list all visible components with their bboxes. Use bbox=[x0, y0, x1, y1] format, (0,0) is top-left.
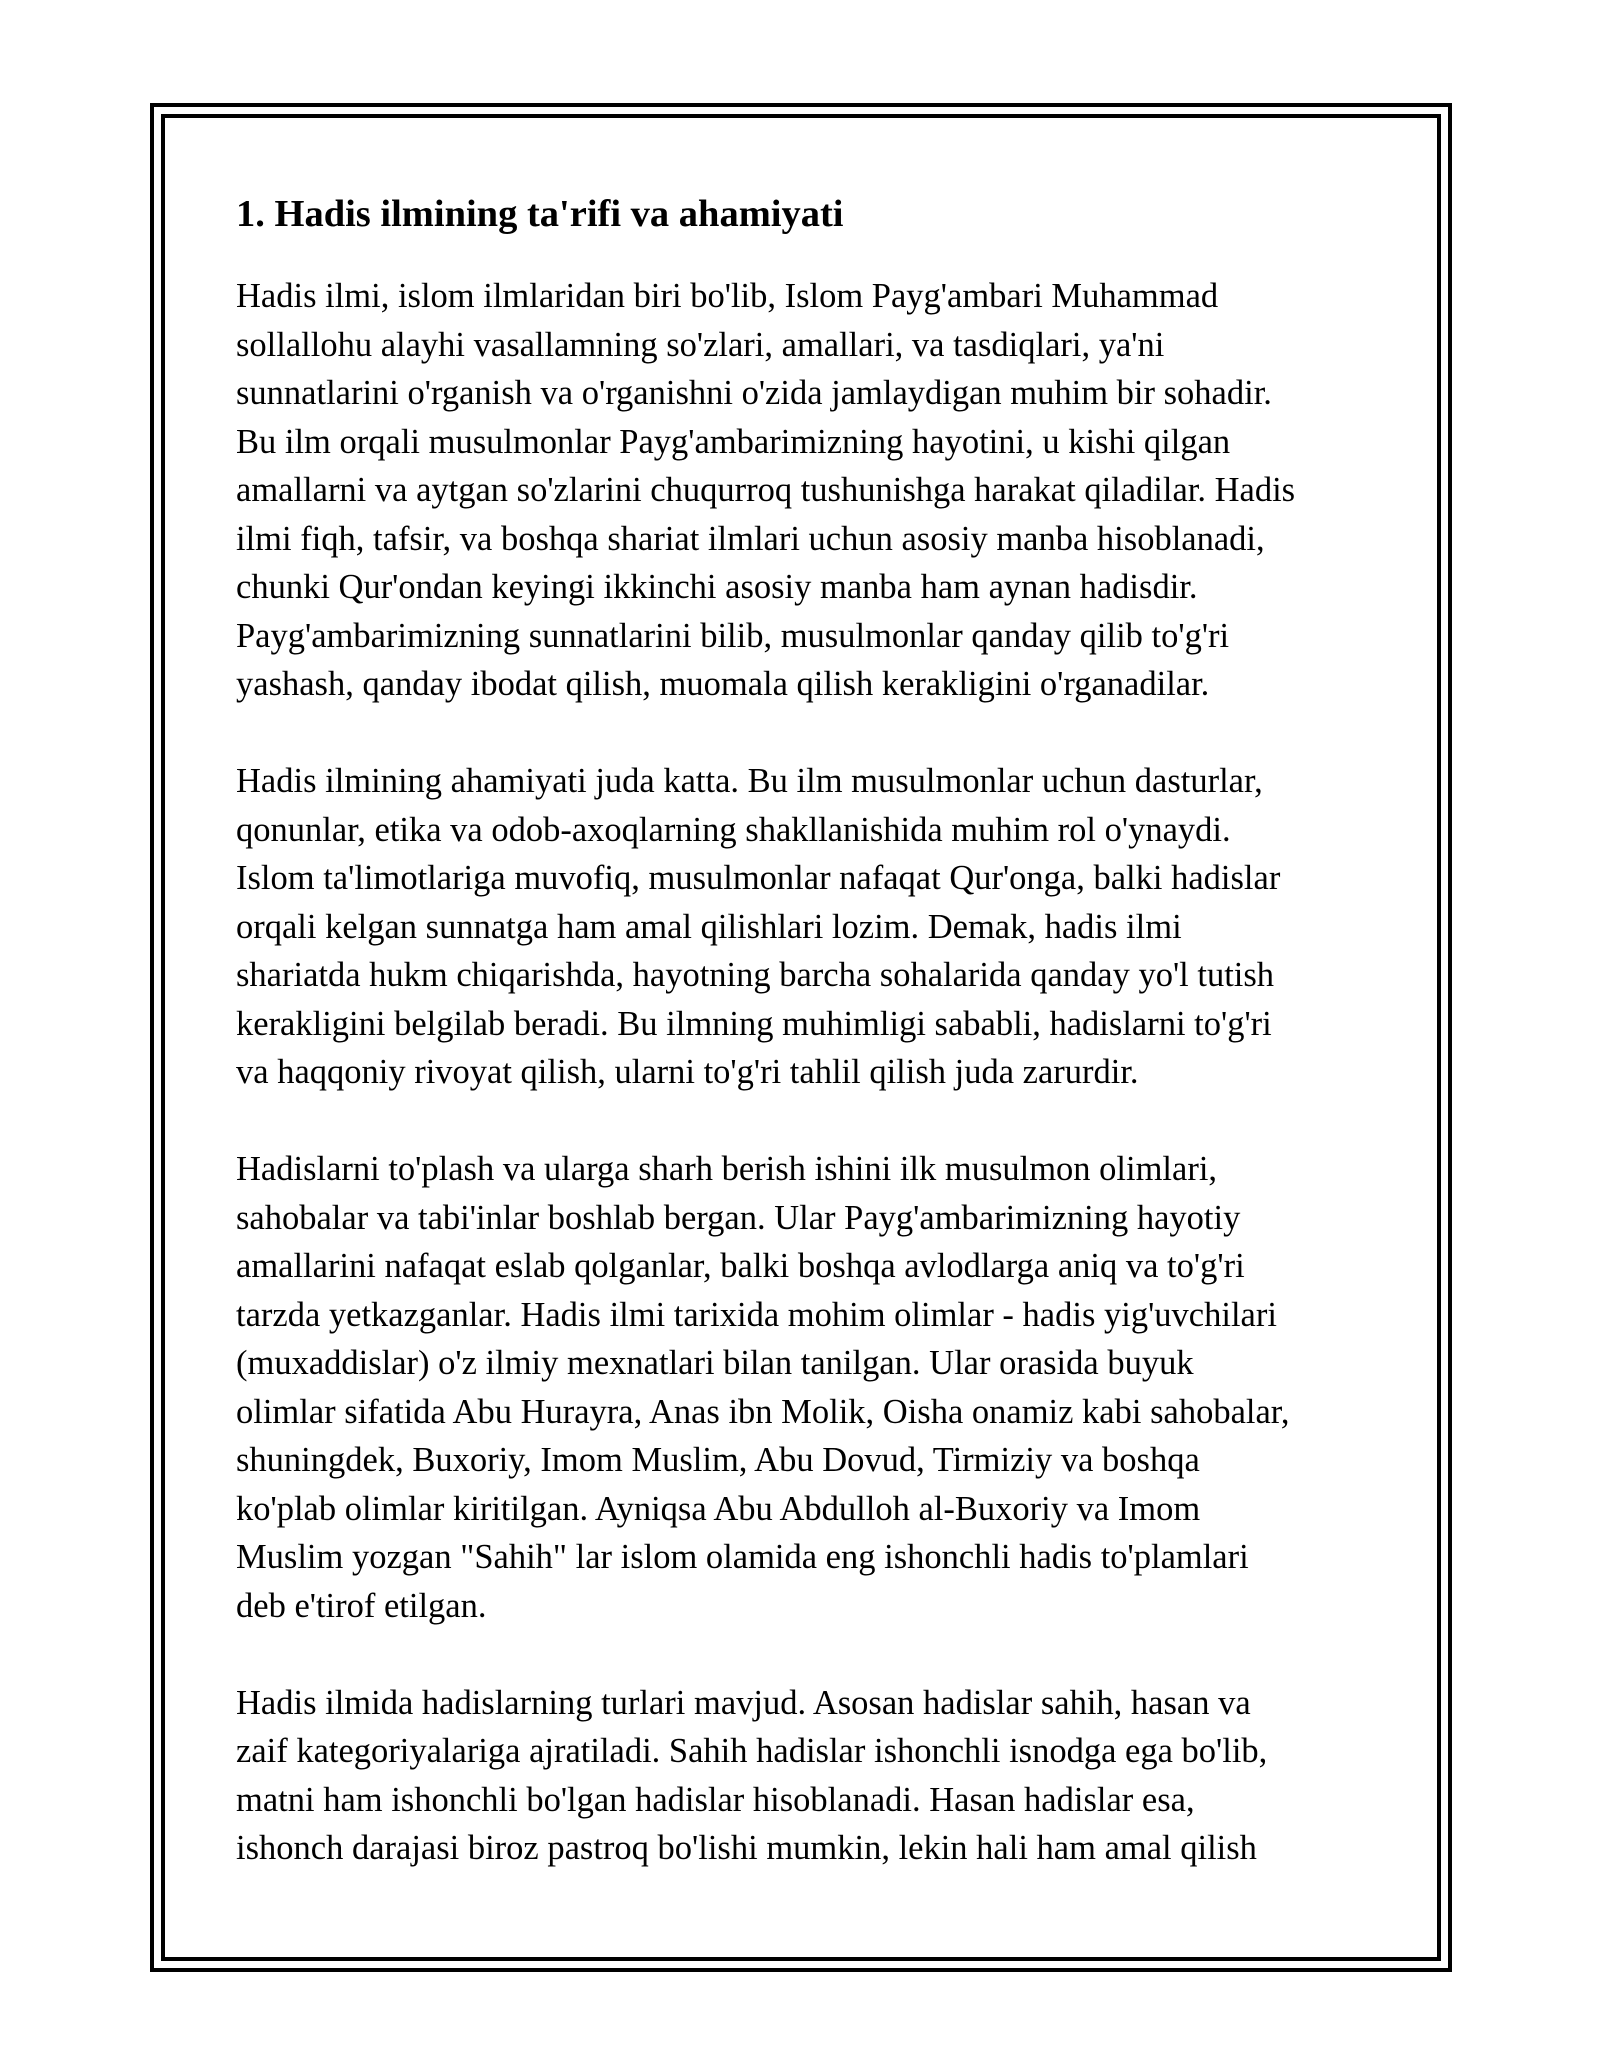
text-line: kerakligini belgilab beradi. Bu ilmning muhimligi sababli, hadislarni to'g'ri bbox=[236, 1004, 1272, 1043]
text-line: zaif kategoriyalariga ajratiladi. Sahih hadislar ishonchli isnodga ega bo'lib, bbox=[236, 1732, 1268, 1770]
text-line: olimlar sifatida Abu Hurayra, Anas ibn Molik, Oisha onamiz kabi sahobalar, bbox=[236, 1392, 1290, 1431]
text-line: tarzda yetkazganlar. Hadis ilmi tarixida mohim olimlar - hadis yig'uvchilari bbox=[236, 1295, 1277, 1334]
text-line: Payg'ambarimizning sunnatlarini bilib, musulmonlar qanday qilib to'g'ri bbox=[236, 616, 1230, 655]
text-line: Hadis ilmining ahamiyati juda katta. Bu ilm musulmonlar uchun dasturlar, bbox=[236, 762, 1263, 800]
text-line: ishonch darajasi biroz pastroq bo'lishi mumkin, lekin hali ham amal qilish bbox=[236, 1829, 1257, 1867]
document-body bbox=[236, 186, 1376, 1921]
text-line: va haqqoniy rivoyat qilish, ularni to'g'ri tahlil qilish juda zarurdir. bbox=[236, 1053, 1139, 1091]
paragraph-list bbox=[236, 272, 1376, 1873]
section-heading: 1. Hadis ilmining ta'rifi va ahamiyati bbox=[236, 193, 844, 235]
paragraph-3 bbox=[236, 1145, 1376, 1630]
text-line: shuningdek, Buxoriy, Imom Muslim, Abu Dovud, Tirmiziy va boshqa bbox=[236, 1441, 1200, 1479]
text-line: qonunlar, etika va odob-axoqlarning shakllanishida muhim rol o'ynaydi. bbox=[236, 810, 1231, 849]
text-line: yashash, qanday ibodat qilish, muomala qilish kerakligini o'rganadilar. bbox=[236, 665, 1210, 703]
text-line: sunnatlarini o'rganish va o'rganishni o'zida jamlaydigan muhim bir sohadir. bbox=[236, 374, 1272, 412]
text-line: orqali kelgan sunnatga ham amal qilishlari lozim. Demak, hadis ilmi bbox=[236, 907, 1182, 946]
text-line: sollallohu alayhi vasallamning so'zlari, amallari, va tasdiqlari, ya'ni bbox=[236, 325, 1165, 364]
text-line: shariatda hukm chiqarishda, hayotning barcha sohalarida qanday yo'l tutish bbox=[236, 956, 1275, 994]
text-line: amallarini nafaqat eslab qolganlar, balki boshqa avlodlarga aniq va to'g'ri bbox=[236, 1247, 1245, 1285]
text-line: Muslim yozgan "Sahih" lar islom olamida eng ishonchli hadis to'plamlari bbox=[236, 1538, 1249, 1576]
text-line: chunki Qur'ondan keyingi ikkinchi asosiy manba ham aynan hadisdir. bbox=[236, 568, 1198, 606]
paragraph-1 bbox=[236, 272, 1376, 709]
text-line: ko'plab olimlar kiritilgan. Ayniqsa Abu Abdulloh al-Buxoriy va Imom bbox=[236, 1489, 1201, 1528]
text-line: amallarni va aytgan so'zlarini chuqurroq tushunishga harakat qiladilar. Hadis bbox=[236, 471, 1296, 509]
text-line: Hadis ilmida hadislarning turlari mavjud. Asosan hadislar sahih, hasan va bbox=[236, 1683, 1251, 1722]
text-line: Hadislarni to'plash va ularga sharh berish ishini ilk musulmon olimlari, bbox=[236, 1150, 1218, 1188]
text-line: sahobalar va tabi'inlar boshlab bergan. Ular Payg'ambarimizning hayotiy bbox=[236, 1198, 1241, 1237]
text-line: deb e'tirof etilgan. bbox=[236, 1586, 487, 1625]
text-line: ilmi fiqh, tafsir, va boshqa shariat ilmlari uchun asosiy manba hisoblanadi, bbox=[236, 519, 1265, 558]
text-line: matni ham ishonchli bo'lgan hadislar hisoblanadi. Hasan hadislar esa, bbox=[236, 1780, 1195, 1819]
paragraph-2 bbox=[236, 757, 1376, 1097]
paragraph-4 bbox=[236, 1679, 1376, 1873]
text-line: (muxaddislar) o'z ilmiy mexnatlari bilan tanilgan. Ular orasida buyuk bbox=[236, 1344, 1194, 1382]
text-line: Islom ta'limotlariga muvofiq, musulmonlar nafaqat Qur'onga, balki hadislar bbox=[236, 859, 1281, 897]
text-line: Bu ilm orqali musulmonlar Payg'ambarimizning hayotini, u kishi qilgan bbox=[236, 422, 1231, 461]
text-line: Hadis ilmi, islom ilmlaridan biri bo'lib, Islom Payg'ambari Muhammad bbox=[236, 277, 1219, 315]
